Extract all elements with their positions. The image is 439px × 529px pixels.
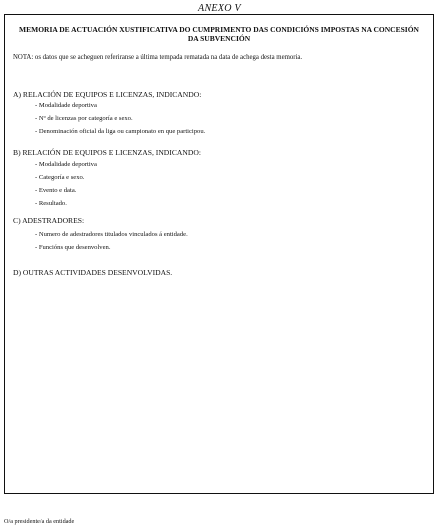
section-b-item: - Resultado. [35,200,67,207]
memoria-frame [4,14,434,494]
section-a-item: - Denominación oficial da liga ou campionato en que participou. [35,128,205,135]
section-c-item: - Numero de adestradores titulados vinculados á entidade. [35,231,188,238]
annex-title: ANEXO V [198,3,241,14]
section-c-item: - Funcións que desenvolven. [35,244,110,251]
section-b-item: - Modalidade deportiva [35,161,97,168]
section-a-heading: A) RELACIÓN DE EQUIPOS E LICENZAS, INDICANDO: [13,90,202,99]
section-b-heading: B) RELACIÓN DE EQUIPOS E LICENZAS, INDICANDO: [13,148,201,157]
section-b-item: - Evento e data. [35,187,76,194]
memoria-title: MEMORIA DE ACTUACIÓN XUSTIFICATIVA DO CUMPRIMENTO DAS CONDICIÓNS IMPOSTAS NA CONCESIÓN DA SUBVENCIÓN [19,25,419,43]
nota-text: NOTA: os datos que se acheguen referiranse a última tempada rematada na data de achega desta memoria. [13,54,303,61]
section-a-item: - Modalidade deportiva [35,102,97,109]
section-c-heading: C) ADESTRADORES: [13,216,85,225]
section-a-item: - Nº de licenzas por categoría e sexo. [35,115,133,122]
president-signature-label: O/a presidente/a da entidade [4,518,75,525]
section-d-heading: D) OUTRAS ACTIVIDADES DESENVOLVIDAS. [13,268,173,277]
section-b-item: - Categoría e sexo. [35,174,84,181]
